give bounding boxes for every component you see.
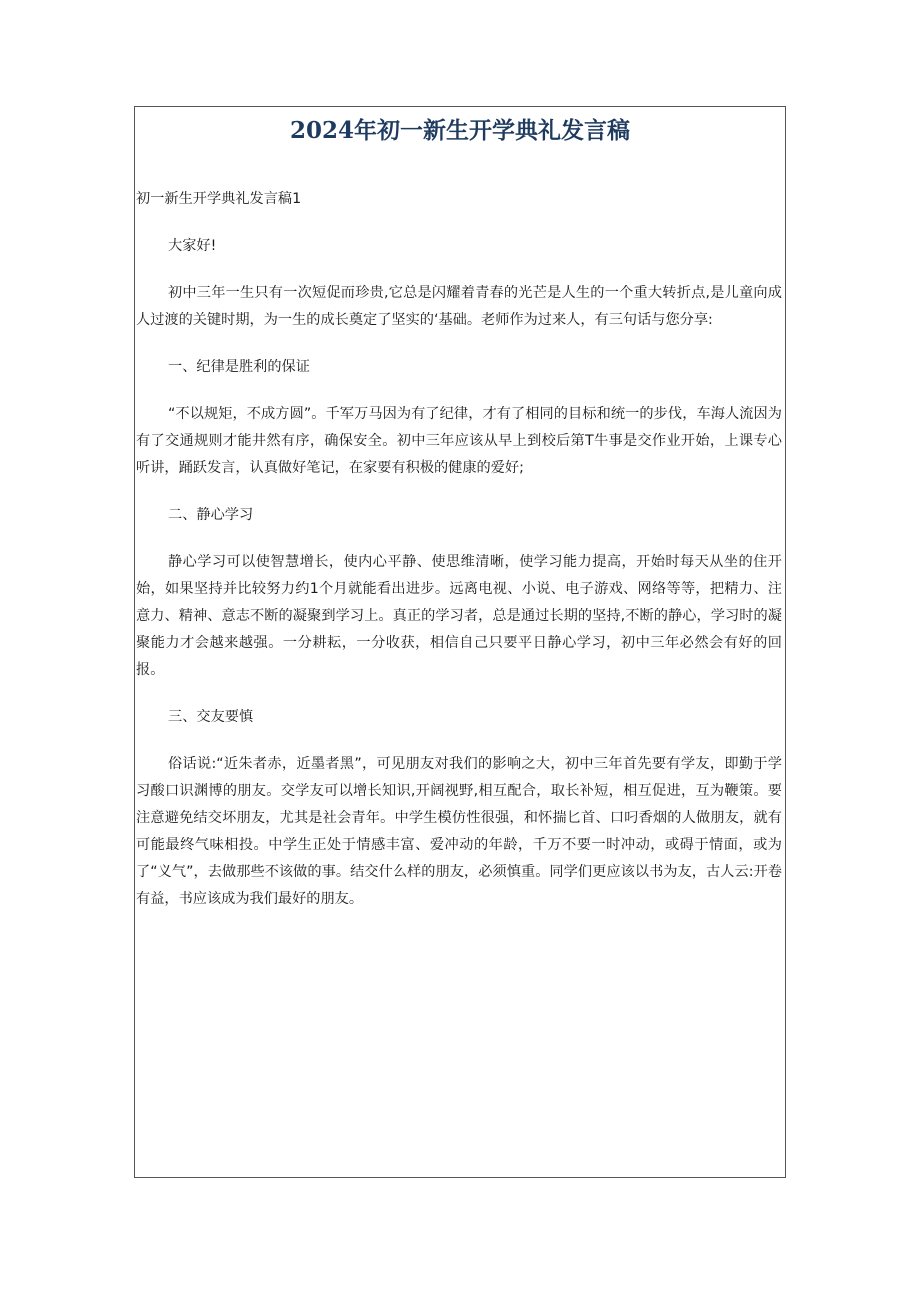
paragraph-friends: 俗话说:“近朱者赤，近墨者黑”，可见朋友对我们的影响之大，初中三年首先要有学友，即勤于学习酸口识渊博的朋友。交学友可以增长知识,开阔视野,相互配合，取长补短，相互促进，互为鞭策。要注意避免结交坏朋友，尤其是社会青年。中学生模仿性很强，和怀揣匕首、口叼香烟的人做朋友，就有可能最终气味相投。中学生正处于情感丰富、爱冲动的年龄，千万不要一时冲动，或碍于情面，或为了“义气”，去做那些不该做的事。结交什么样的朋友，必须慎重。同学们更应该以书为友，古人云:开卷有益，书应该成为我们最好的朋友。 [136, 756, 782, 907]
document-title: 2024年初一新生开学典礼发言稿 [289, 117, 630, 144]
document-body [136, 186, 782, 933]
paragraph-discipline: “不以规矩，不成方圆”。千军万马因为有了纪律，才有了相同的目标和统一的步伐，车海人流因为有了交通规则才能井然有序，确保安全。初中三年应该从早上到校后第T牛事是交作业开始，上课专心听讲，踊跃发言，认真做好笔记，在家要有积极的健康的爱好; [136, 406, 782, 476]
paragraph-study: 静心学习可以使智慧增长，使内心平静、使思维清晰，使学习能力提高，开始时每天从坐的住开始，如果坚持并比较努力约1个月就能看出进步。远离电视、小说、电子游戏、网络等等，把精力、注意力、精神、意志不断的凝聚到学习上。真正的学习者，总是通过长期的坚持,不断的静心，学习时的凝聚能力才会越来越强。一分耕耘，一分收获，相信自己只要平日静心学习，初中三年必然会有好的回报。 [136, 554, 782, 678]
paragraph-intro: 初中三年一生只有一次短促而珍贵,它总是闪耀着青春的光芒是人生的一个重大转折点,是儿童向成人过渡的关键时期，为一生的成长奠定了坚实的‘基础。老师作为过来人，有三句话与您分享: [136, 285, 782, 328]
speech-subtitle: 初一新生开学典礼发言稿1 [136, 191, 302, 207]
section-heading-discipline: 一、纪律是胜利的保证 [168, 359, 310, 375]
greeting: 大家好! [168, 238, 217, 254]
section-heading-friends: 三、交友要慎 [168, 709, 254, 725]
section-heading-study: 二、静心学习 [168, 507, 254, 523]
